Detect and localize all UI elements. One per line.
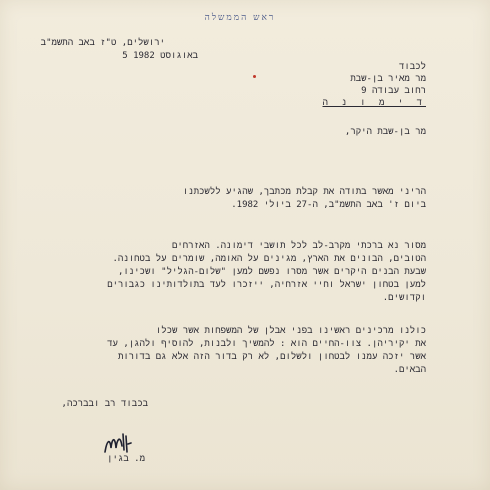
closing: בכבוד רב ובברכה, <box>61 399 148 409</box>
paragraph-1-line: הריני מאשר בתודה את קבלת מכתבך, שהגיע ללשכתנו <box>182 187 426 197</box>
paragraph-3-line: הבאים. <box>393 365 426 375</box>
signature-name: מ. בגין <box>107 454 145 464</box>
paragraph-1-line: ביום ז' באב התשמ"ב, ה-27 ביולי 1982. <box>231 200 426 210</box>
paragraph-2-line: מסור נא ברכתי מקרב-לב לכל תושבי דימונה. האזרחים <box>172 241 426 251</box>
paragraph-3-line: את יקיריהן. צוו-החיים הוא : להמשיך ולבנות, להוסיף ולהגן, עד <box>107 339 426 349</box>
date-gregorian: 5 באוגוסט 1982 <box>122 51 198 61</box>
recipient-line3: רחוב עבודה 9 <box>361 86 426 96</box>
paragraph-2-line: שבעת הבנים היקרים אשר מסרו נפשם למען "שלום-הגליל" ושכינו, <box>117 267 426 277</box>
paragraph-3 <box>86 325 426 377</box>
paragraph-2 <box>86 240 426 305</box>
paragraph-2-line: הטובים, הבונים את הארץ, מגינים על האומה, שומרים על בטחונה. <box>112 254 426 264</box>
date-hebrew: ירושלים, ט"ז באב התשמ"ב <box>40 38 165 48</box>
recipient-city: ד י מ ו נ ה <box>322 98 426 108</box>
paragraph-2-line: וקדושים. <box>382 293 426 303</box>
recipient-line1: לכבוד <box>398 62 426 72</box>
paragraph-1 <box>86 186 426 212</box>
paragraph-3-line: אשר יזכה עמנו לבטחון ולשלום, לא רק בדור הזה אלא גם בדורות <box>117 352 426 362</box>
salutation: מר בן-שבת היקר, <box>344 127 426 137</box>
letterhead-title: ראש הממשלה <box>204 13 276 23</box>
paragraph-2-line: למען בטחון ישראל וחיי אזרחיה, ייזכרו לעד בתולדותינו כגבורים <box>107 280 426 290</box>
recipient-line2: מר מאיר בן-שבת <box>350 74 426 84</box>
red-mark <box>253 75 256 78</box>
recipient-address <box>323 61 427 109</box>
paragraph-3-line: כולנו מרכינים ראשינו בפני אבלן של המשפחות אשר שכלו <box>155 326 426 336</box>
